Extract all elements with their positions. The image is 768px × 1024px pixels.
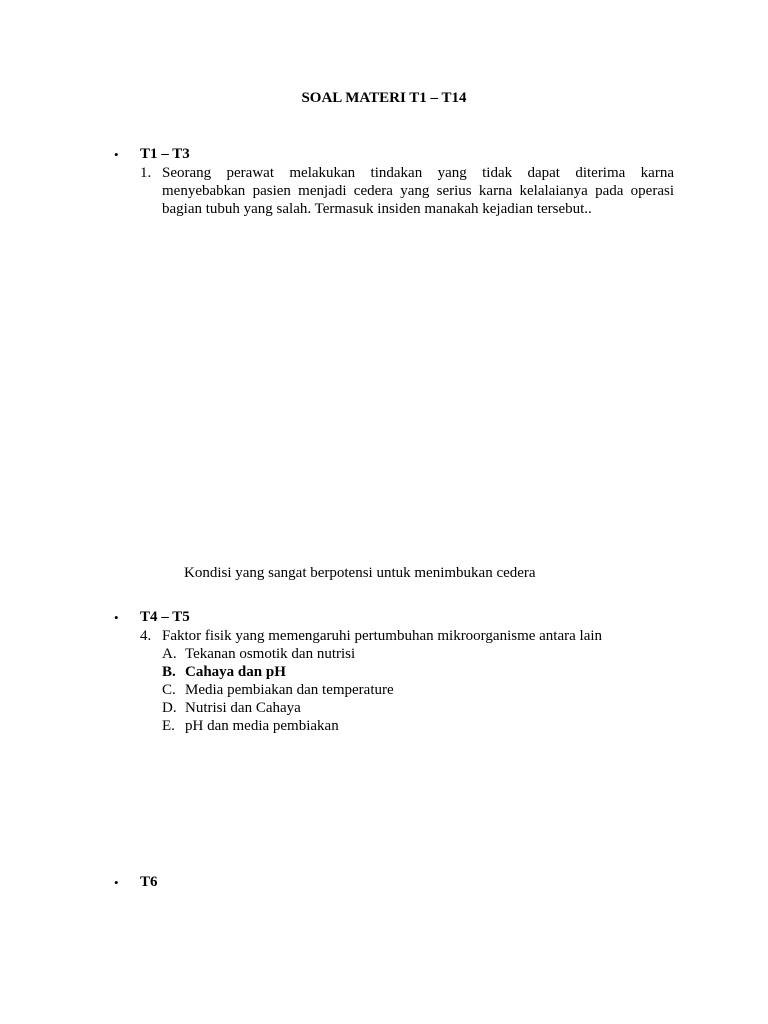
option-letter-e: E. — [162, 718, 175, 734]
answer-note: Kondisi yang sangat berpotensi untuk menimbukan cedera — [184, 565, 536, 581]
question-number: 1. — [140, 165, 152, 181]
option-text-e: pH dan media pembiakan — [185, 718, 339, 734]
option-letter-c: C. — [162, 682, 176, 698]
question-line: menyebabkan pasien menjadi cedera yang serius karna kelalaianya pada operasi — [162, 183, 674, 199]
bullet-icon: • — [114, 875, 119, 890]
question-text: Faktor fisik yang memengaruhi pertumbuhan mikroorganisme antara lain — [162, 628, 603, 644]
question-line: Seorang perawat melakukan tindakan yang tidak dapat diterima karna — [162, 165, 674, 181]
question-text — [162, 164, 674, 218]
option-text-d: Nutrisi dan Cahaya — [185, 700, 301, 716]
option-letter-d: D. — [162, 700, 177, 716]
question-number: 4. — [140, 628, 152, 644]
document-title: SOAL MATERI T1 – T14 — [301, 90, 467, 106]
option-text-b-selected: Cahaya dan pH — [185, 664, 286, 680]
option-text-c: Media pembiakan dan temperature — [185, 682, 394, 698]
section-label-t6: T6 — [140, 874, 158, 890]
bullet-icon: • — [114, 147, 119, 162]
bullet-icon: • — [114, 610, 119, 625]
option-letter-a: A. — [162, 646, 177, 662]
option-letter-b: B. — [162, 664, 176, 680]
section-label-t1-t3: T1 – T3 — [140, 146, 190, 162]
section-label-t4-t5: T4 – T5 — [140, 609, 190, 625]
question-line: bagian tubuh yang salah. Termasuk insiden manakah kejadian tersebut.. — [162, 201, 592, 217]
option-text-a: Tekanan osmotik dan nutrisi — [185, 646, 356, 662]
